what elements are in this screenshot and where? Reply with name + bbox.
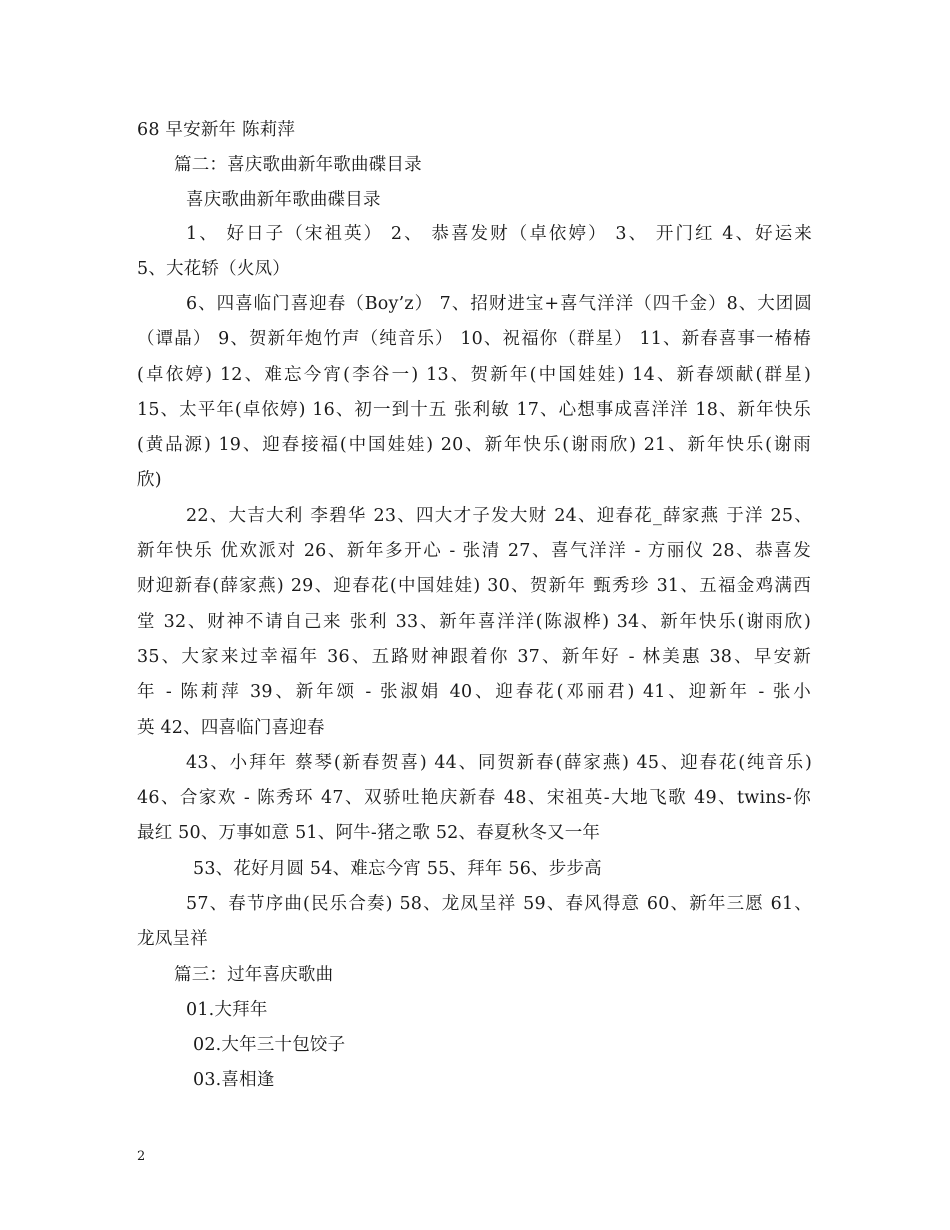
section-heading: 篇三：过年喜庆歌曲	[174, 965, 334, 985]
text-line: 68 早安新年 陈莉萍	[137, 120, 296, 140]
text-line: 5、大花轿（火凤）	[137, 259, 290, 279]
text-line: 英 42、四喜临门喜迎春	[137, 718, 325, 738]
text-line: 财迎新春(薛家燕) 29、迎春花(中国娃娃) 30、贺新年 甄秀珍 31、五福金鸡满西	[137, 576, 811, 596]
text-line: 57、春节序曲(民乐合奏) 58、龙凤呈祥 59、春风得意 60、新年三愿 61、	[186, 894, 812, 914]
page-number: 2	[137, 1149, 146, 1164]
text-line: 龙凤呈祥	[137, 929, 208, 949]
text-line: （谭晶） 9、贺新年炮竹声（纯音乐） 10、祝福你（群星） 11、新春喜事一椿椿	[137, 329, 811, 349]
text-line: (卓依婷) 12、难忘今宵(李谷一) 13、贺新年(中国娃娃) 14、新春颂献(群星)	[137, 365, 811, 385]
text-line: 最红 50、万事如意 51、阿牛-猪之歌 52、春夏秋冬又一年	[137, 823, 601, 843]
text-line: 46、合家欢 - 陈秀环 47、双骄吐艳庆新春 48、宋祖英-大地飞歌 49、twins-你	[137, 788, 811, 808]
section-heading: 篇二：喜庆歌曲新年歌曲碟目录	[174, 155, 422, 175]
text-line: 1、 好日子（宋祖英） 2、 恭喜发财（卓依婷） 3、 开门红 4、好运来	[186, 224, 812, 244]
list-item: 01.大拜年	[186, 1000, 268, 1020]
text-line: 43、小拜年 蔡琴(新春贺喜) 44、同贺新春(薛家燕) 45、迎春花(纯音乐)	[186, 753, 812, 773]
text-line: 欣)	[137, 470, 162, 490]
text-line: 15、太平年(卓依婷) 16、初一到十五 张利敏 17、心想事成喜洋洋 18、新年快乐	[137, 400, 811, 420]
text-line: 年 - 陈莉萍 39、新年颂 - 张淑娟 40、迎春花(邓丽君) 41、迎新年 - 张小	[137, 682, 811, 702]
list-item: 02.大年三十包饺子	[193, 1035, 346, 1055]
text-line: 35、大家来过幸福年 36、五路财神跟着你 37、新年好 - 林美惠 38、早安新	[137, 647, 811, 667]
text-line: 新年快乐 优欢派对 26、新年多开心 - 张清 27、喜气洋洋 - 方丽仪 28、恭喜发	[137, 541, 811, 561]
text-line: 6、四喜临门喜迎春（Boy’z） 7、招财进宝+喜气洋洋（四千金）8、大团圆	[186, 294, 812, 314]
list-item: 03.喜相逢	[193, 1070, 275, 1090]
text-line: 堂 32、财神不请自己来 张利 33、新年喜洋洋(陈淑桦) 34、新年快乐(谢雨欣)	[137, 612, 811, 632]
text-line: 22、大吉大利 李碧华 23、四大才子发大财 24、迎春花_薛家燕 于洋 25、	[186, 506, 812, 526]
text-line: (黄品源) 19、迎春接福(中国娃娃) 20、新年快乐(谢雨欣) 21、新年快乐(谢雨	[137, 435, 811, 455]
subheading: 喜庆歌曲新年歌曲碟目录	[186, 190, 381, 210]
text-line: 53、花好月圆 54、难忘今宵 55、拜年 56、步步高	[193, 859, 602, 879]
